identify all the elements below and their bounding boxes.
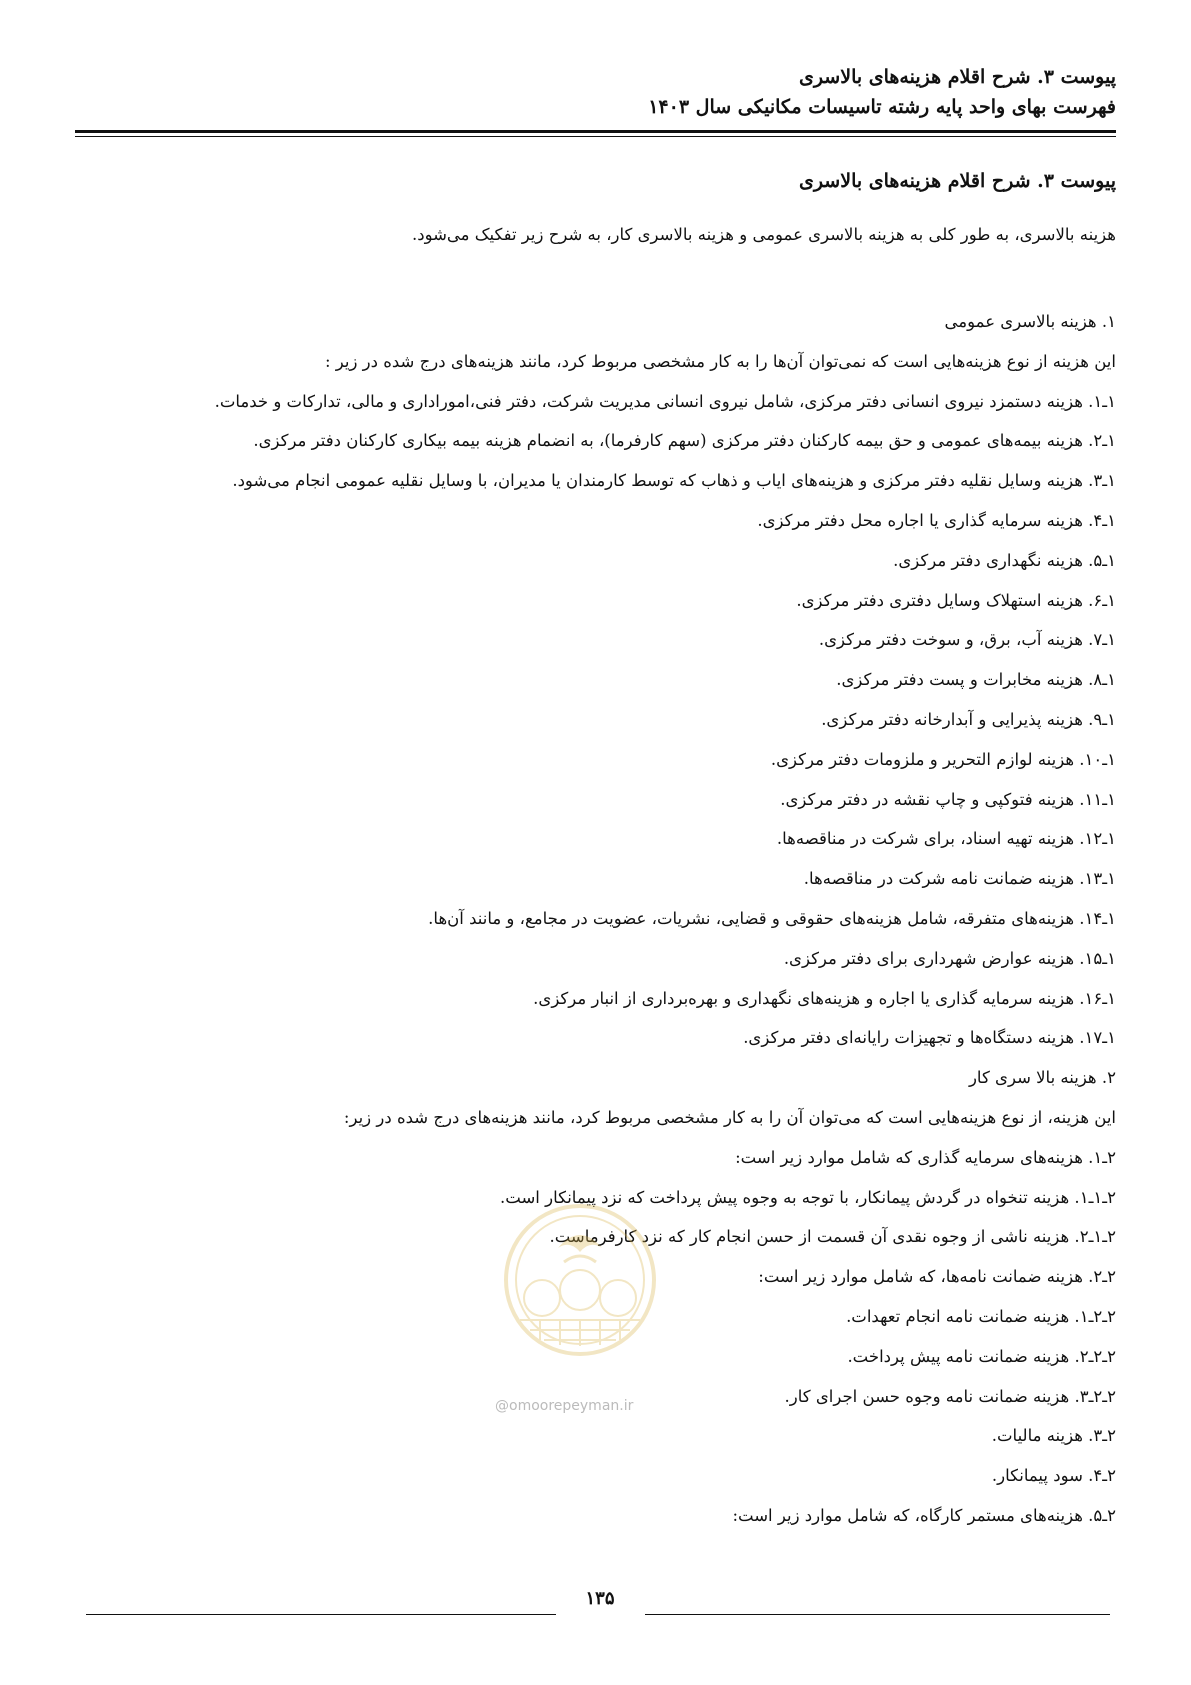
page-header xyxy=(71,62,1116,122)
list-item: ۲ـ۱. هزینه‌های سرمایه گذاری که شامل موارد زیر است: xyxy=(735,1147,1116,1167)
list-item: ۲ـ۲ـ۳. هزینه ضمانت نامه وجوه حسن اجرای کار. xyxy=(784,1386,1116,1406)
list-item: این هزینه، از نوع هزینه‌هایی است که می‌توان آن را به کار مشخصی مربوط کرد، مانند هزینه‌های درج شده در زیر: xyxy=(343,1107,1116,1127)
list-item: ۱ـ۳. هزینه وسایل نقلیه دفتر مرکزی و هزینه‌های ایاب و ذهاب که توسط کارمندان یا مدیران، با وسایل نقلیه عمومی انجام می‌شود. xyxy=(232,471,1116,491)
list-item: ۱ـ۱۴. هزینه‌های متفرقه، شامل هزینه‌های حقوقی و قضایی، نشریات، عضویت در مجامع، و مانند آن‌ها. xyxy=(428,908,1116,928)
header-divider-thick xyxy=(75,130,1116,133)
list-item: ۱ـ۹. هزینه پذیرایی و آبدارخانه دفتر مرکزی. xyxy=(821,709,1116,729)
intro-paragraph: هزینه بالاسری، به طور کلی به هزینه بالاسری عمومی و هزینه بالاسری کار، به شرح زیر تفکیک می‌شود. xyxy=(411,225,1116,244)
list-item: ۲ـ۲. هزینه ضمانت نامه‌ها، که شامل موارد زیر است: xyxy=(758,1267,1116,1287)
list-item: ۲ـ۴. سود پیمانکار. xyxy=(991,1466,1116,1486)
list-item: ۲ـ۵. هزینه‌های مستمر کارگاه، که شامل موارد زیر است: xyxy=(732,1505,1116,1525)
watermark-site: @omoorepeyman.ir xyxy=(495,1398,634,1414)
list-item: ۱ـ۱۳. هزینه ضمانت نامه شرکت در مناقصه‌ها. xyxy=(803,869,1116,889)
list-item: ۱. هزینه بالاسری عمومی xyxy=(944,312,1116,331)
footer-divider-left xyxy=(86,1614,556,1615)
list-item: ۱ـ۱۶. هزینه سرمایه گذاری یا اجاره و هزینه‌های نگهداری و بهره‌برداری از انبار مرکزی. xyxy=(533,988,1116,1008)
list-item: ۱ـ۱۷. هزینه دستگاه‌ها و تجهیزات رایانه‌ای دفتر مرکزی. xyxy=(743,1028,1116,1048)
list-item: ۱ـ۵. هزینه نگهداری دفتر مرکزی. xyxy=(893,550,1116,570)
list-item: ۲ـ۲ـ۱. هزینه ضمانت نامه انجام تعهدات. xyxy=(846,1306,1116,1326)
list-item: ۱ـ۲. هزینه بیمه‌های عمومی و حق بیمه کارکنان دفتر مرکزی (سهم کارفرما)، به انضمام هزینه بیمه بیکاری کارکنان دفتر مرکزی. xyxy=(253,431,1116,451)
list-item: ۲. هزینه بالا سری کار xyxy=(968,1068,1116,1088)
footer-divider-right xyxy=(645,1614,1110,1615)
list-item: ۲ـ۱ـ۱. هزینه تنخواه در گردش پیمانکار، با توجه به وجوه پیش پرداخت که نزد پیمانکار است. xyxy=(500,1187,1116,1207)
list-item: ۱ـ۱. هزینه دستمزد نیروی انسانی دفتر مرکزی، شامل نیروی انسانی مدیریت شرکت، دفتر فنی،اموراداری و مالی، تدارکات و خدمات. xyxy=(214,391,1116,411)
list-item: ۱ـ۱۰. هزینه لوازم التحریر و ملزومات دفتر مرکزی. xyxy=(770,749,1116,769)
list-item: ۱ـ۱۵. هزینه عوارض شهرداری برای دفتر مرکزی. xyxy=(783,948,1116,968)
list-item: ۱ـ۸. هزینه مخابرات و پست دفتر مرکزی. xyxy=(836,670,1116,690)
list-item: ۲ـ۲ـ۲. هزینه ضمانت نامه پیش پرداخت. xyxy=(847,1346,1116,1366)
header-subtitle: فهرست بهای واحد پایه رشته تاسیسات مکانیکی سال ۱۴۰۳ xyxy=(648,96,1116,118)
section-title: پیوست ۳. شرح اقلام هزینه‌های بالاسری xyxy=(798,170,1116,192)
list-item: ۱ـ۱۱. هزینه فتوکپی و چاپ نقشه در دفتر مرکزی. xyxy=(780,789,1116,809)
list-item: ۲ـ۳. هزینه مالیات. xyxy=(991,1426,1116,1446)
list-item: ۱ـ۶. هزینه استهلاک وسایل دفتری دفتر مرکزی. xyxy=(796,590,1116,610)
page-number: ۱۳۵ xyxy=(585,1588,615,1609)
header-divider-thin xyxy=(75,136,1116,137)
list-item: این هزینه از نوع هزینه‌هایی است که نمی‌توان آن‌ها را به کار مشخصی مربوط کرد، مانند هزینه‌های درج شده در زیر : xyxy=(324,351,1116,371)
header-title: پیوست ۳. شرح اقلام هزینه‌های بالاسری xyxy=(798,66,1116,88)
list-item: ۱ـ۱۲. هزینه تهیه اسناد، برای شرکت در مناقصه‌ها. xyxy=(776,829,1116,849)
watermark-logo-icon xyxy=(500,1200,660,1360)
list-item: ۱ـ۴. هزینه سرمایه گذاری یا اجاره محل دفتر مرکزی. xyxy=(757,510,1116,530)
list-item: ۲ـ۱ـ۲. هزینه ناشی از وجوه نقدی آن قسمت از حسن انجام کار که نزد کارفرماست. xyxy=(549,1227,1116,1247)
list-item: ۱ـ۷. هزینه آب، برق، و سوخت دفتر مرکزی. xyxy=(818,630,1116,650)
